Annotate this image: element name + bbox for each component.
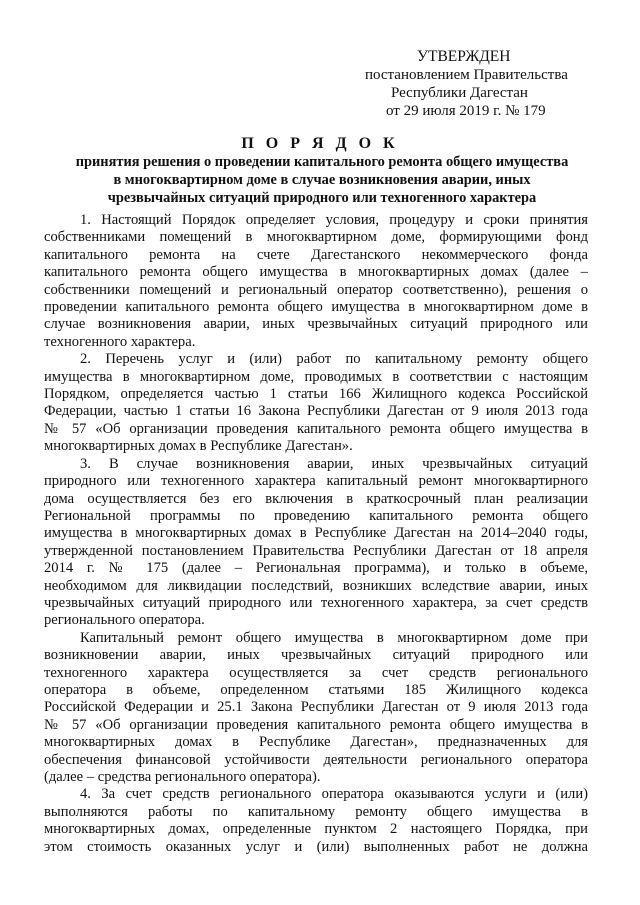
subtitle-line: чрезвычайных ситуаций природного или техногенного характера — [107, 190, 537, 206]
paragraph-line: 1. Настоящий Порядок определяет условия, процедуру и сроки принятия — [80, 212, 588, 228]
paragraph-line: техногенного характера осуществляется за счет средств регионального — [44, 664, 588, 681]
paragraph-line: № 57 «Об организации проведения капитального ремонта общего имущества в — [44, 420, 588, 437]
paragraph-line: капитального ремонта на счете Дагестанского некоммерческого фонда — [44, 246, 588, 263]
paragraph-line: 3. В случае возникновения аварии, иных чрезвычайных ситуаций — [80, 455, 588, 472]
paragraph — [44, 351, 588, 455]
paragraph-line: оператора в объеме, определенном статьями 185 Жилищного кодекса — [44, 681, 588, 698]
paragraph-line: возникновении аварии, иных чрезвычайных ситуаций природного или — [44, 647, 588, 664]
paragraph-line: выполняются работы по капитальному ремонту общего имущества в — [44, 803, 588, 820]
paragraph-line: необходимом для ликвидации последствий, возникших вследствие аварии, иных — [44, 577, 588, 594]
paragraph-line: утвержденной постановлением Правительства Республики Дагестан от 18 апреля — [44, 542, 588, 559]
paragraph-line: имущества в многоквартирном доме, проводимых в соответствии с настоящим — [44, 368, 588, 385]
paragraph-line: Капитальный ремонт общего имущества в многоквартирном доме при — [80, 629, 588, 646]
subtitle-line: принятия решения о проведении капитального ремонта общего имущества — [75, 154, 569, 170]
paragraph — [44, 786, 588, 856]
paragraph-line: 2014 г. № 175 (далее – Региональная программа), и только в объеме, — [44, 560, 588, 577]
paragraph-line: № 57 «Об организации проведения капитального ремонта общего имущества в — [44, 716, 588, 733]
paragraph — [44, 212, 588, 351]
approval-date: от 29 июля 2019 г. № 179 — [386, 103, 546, 119]
paragraph-line: имущества в многоквартирных домах в Республике Дагестан на 2014–2040 годы, — [44, 525, 588, 542]
paragraph-line: многоквартирных домах, определенные пунктом 2 настоящего Порядка, при — [44, 821, 588, 838]
paragraph-line: 2. Перечень услуг и (или) работ по капитальному ремонту общего — [80, 351, 588, 368]
paragraph-line: обеспечения финансовой устойчивости деятельности регионального оператора — [44, 751, 588, 768]
approval-heading: УТВЕРЖДЕН — [417, 48, 511, 65]
document-subtitle — [52, 153, 592, 207]
paragraph-line: 4. За счет средств регионального оператора оказываются услуги и (или) — [80, 786, 588, 803]
paragraph-line: многоквартирных домах в Республике Дагестан», предназначенных для — [44, 734, 588, 751]
paragraph-line: природного или техногенного характера капитальный ремонт многоквартирного — [44, 473, 588, 490]
document-body — [44, 212, 588, 856]
paragraph-line: техногенного характера. — [44, 333, 196, 350]
paragraph — [44, 630, 588, 787]
paragraph-line: Федерации, частью 1 статьи 16 Закона Республики Дагестан от 9 июля 2013 года — [44, 403, 588, 420]
paragraph-line: капитального ремонта общего имущества в многоквартирных домах (далее – — [44, 264, 588, 281]
document-title: П О Р Я Д О К — [241, 135, 399, 152]
paragraph-line: Российской Федерации и 25.1 Закона Республики Дагестан от 9 июля 2013 года — [44, 699, 588, 716]
approval-stamp — [365, 48, 605, 120]
paragraph-line: (далее – средства регионального оператора). — [44, 769, 321, 785]
subtitle-line: в многоквартирном доме в случае возникновения аварии, иных — [113, 172, 531, 188]
paragraph-line: собственники помещений и региональный оператор соответственно), решения о — [44, 281, 588, 298]
paragraph-line: проведении капитального ремонта общего имущества в многоквартирном доме в — [44, 299, 588, 316]
paragraph-line: дома осуществляется без его включения в краткосрочный план реализации — [44, 490, 588, 507]
paragraph — [44, 456, 588, 630]
paragraph-line: регионального оператора. — [44, 612, 205, 629]
approval-line: Республики Дагестан — [391, 85, 528, 101]
paragraph-line: чрезвычайных ситуаций природного или техногенного характера, за счет средств — [44, 594, 588, 611]
paragraph-line: многоквартирных домах в Республике Дагестан». — [44, 438, 353, 455]
paragraph-line: Порядком, определяется частью 1 статьи 166 Жилищного кодекса Российской — [44, 386, 588, 403]
paragraph-line: Региональной программы по проведению капитального ремонта общего — [44, 507, 588, 524]
approval-line: постановлением Правительства — [365, 67, 568, 83]
paragraph-line: собственниками помещений в многоквартирном доме, формирующими фонд — [44, 229, 588, 246]
paragraph-line: случае возникновения аварии, иных чрезвычайных ситуаций природного или — [44, 316, 588, 333]
paragraph-line: этом стоимость оказанных услуг и (или) выполненных работ не должна — [44, 838, 588, 855]
